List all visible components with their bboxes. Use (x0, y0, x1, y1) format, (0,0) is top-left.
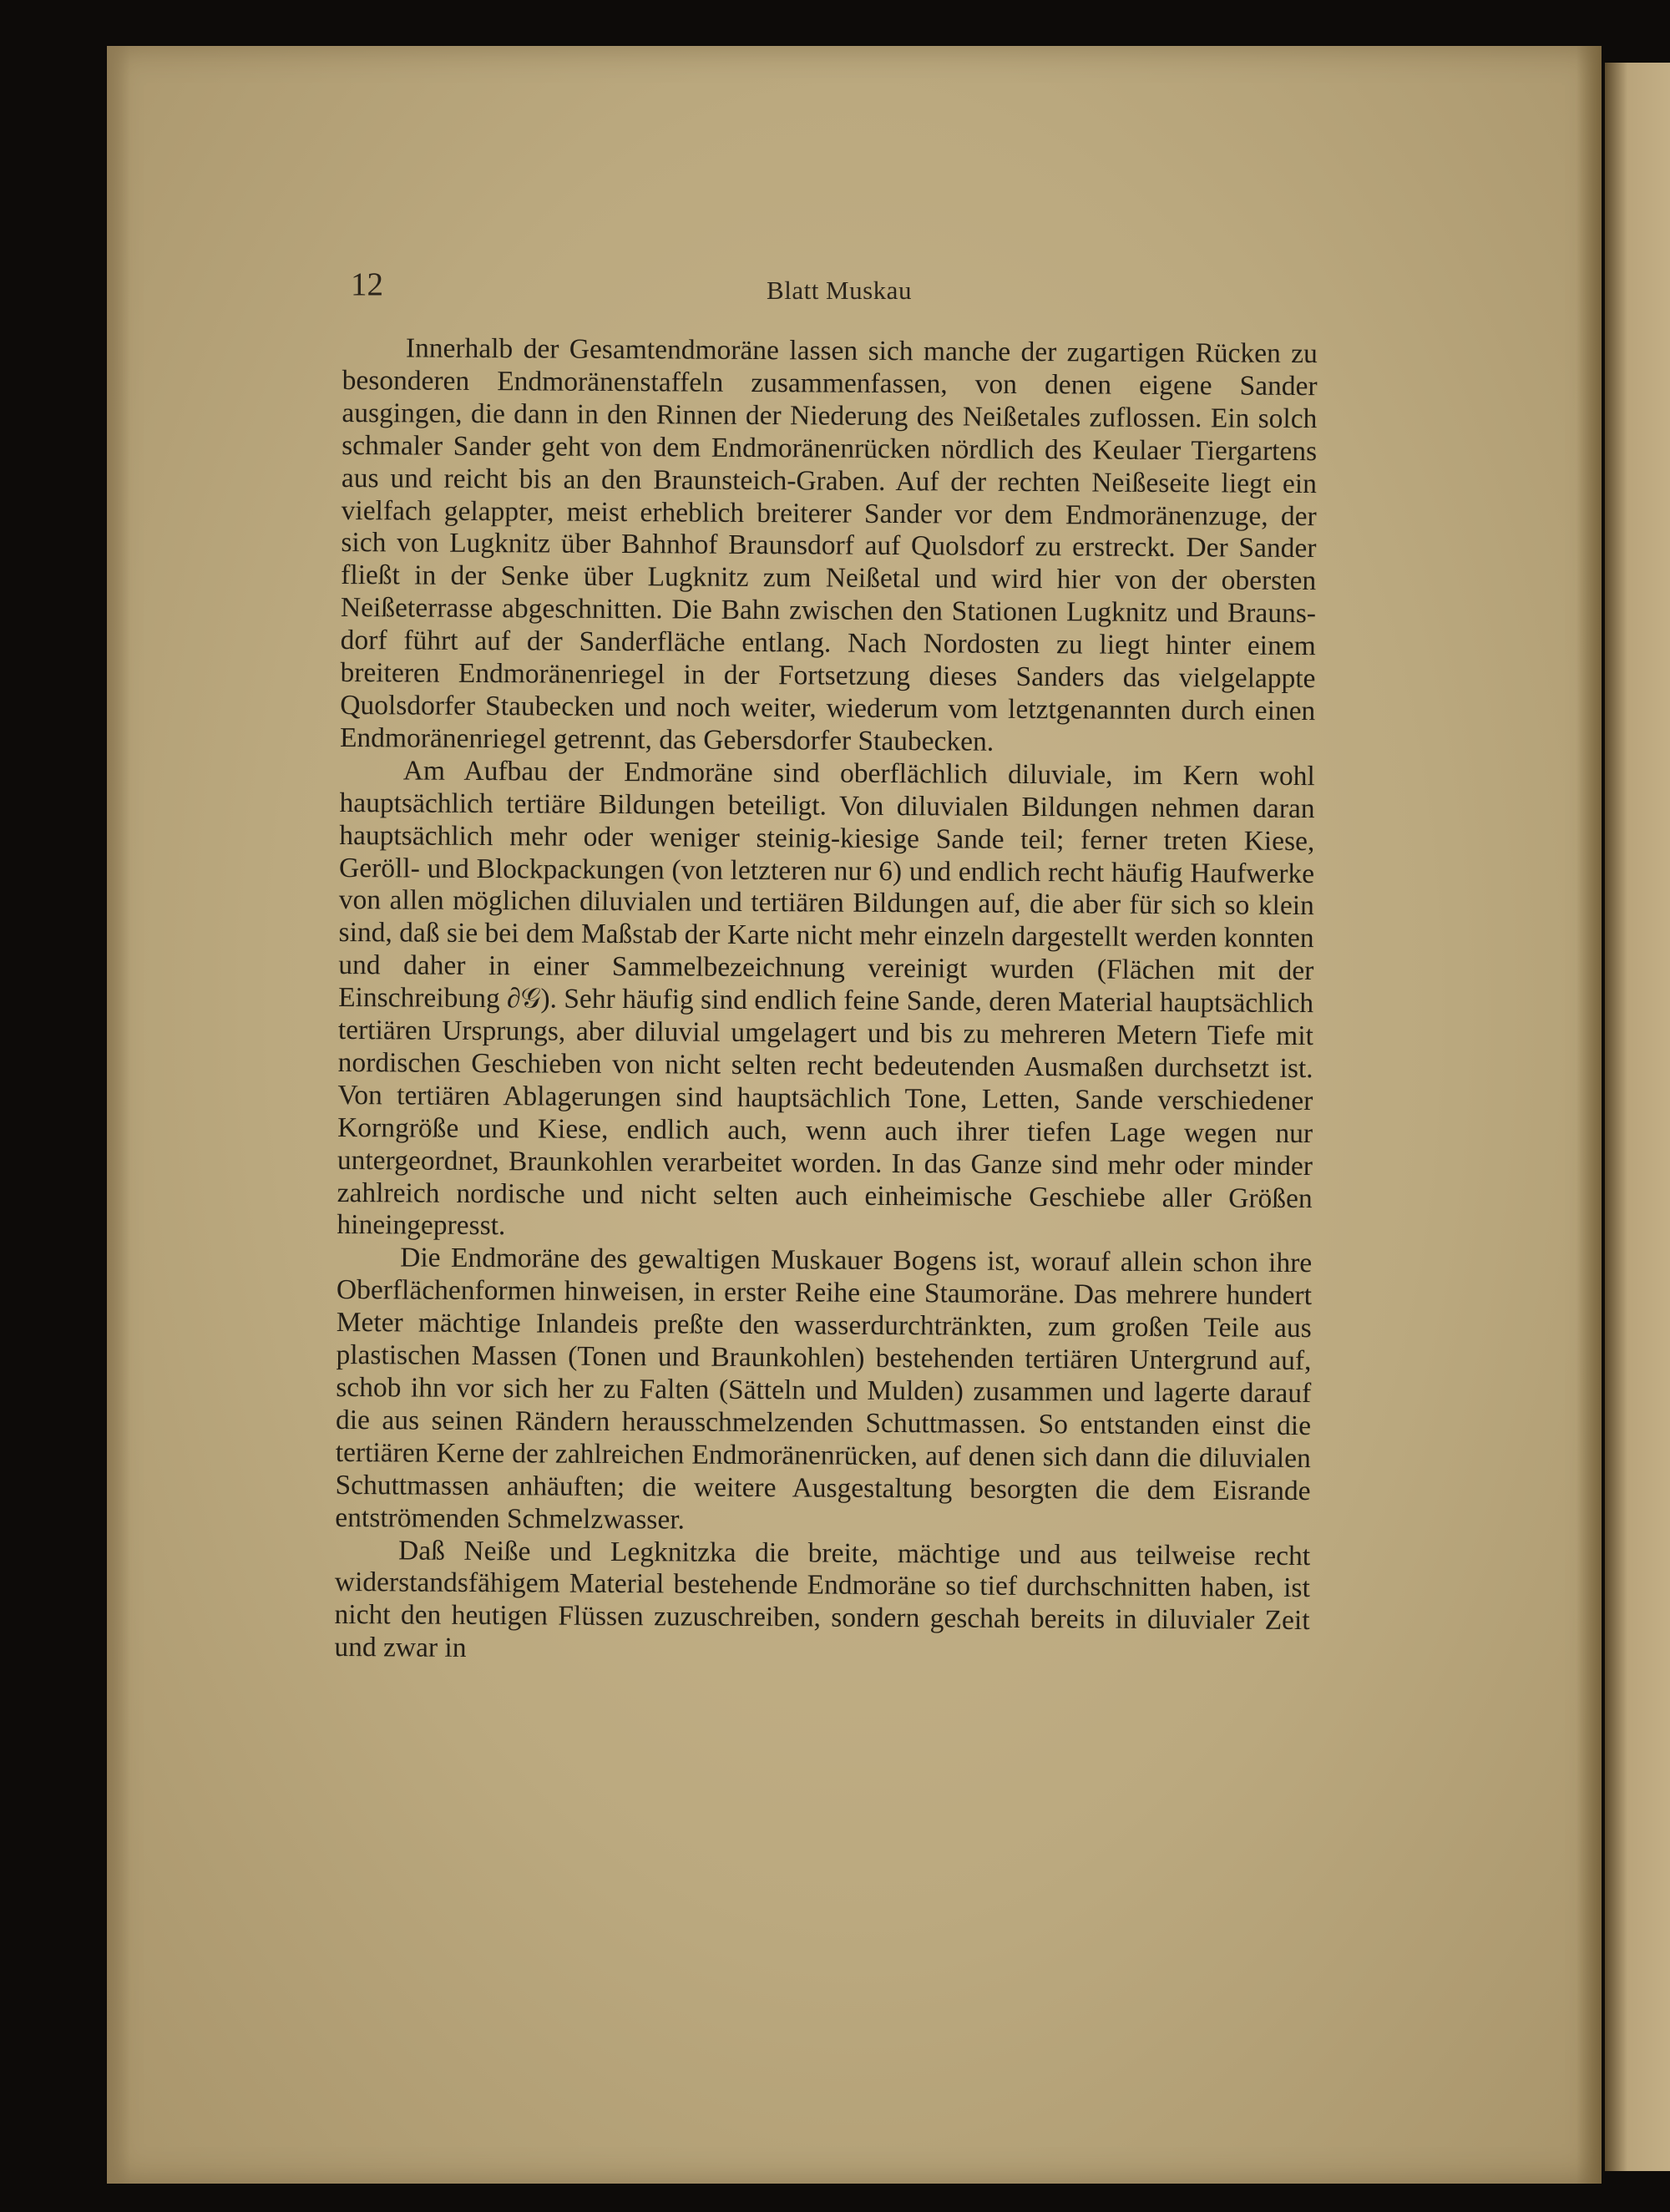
paragraph: Daß Neiße und Legknitzka die breite, mächtige und aus teilweise recht widerstandsfähigem Material bestehende Endmoräne so tief durchschnitten haben, ist nicht den heutigen Flüssen zuzuschreiben, sondern geschah bereits in diluvialer Zeit und zwar in (334, 1534, 1311, 1664)
paragraph: Am Aufbau der Endmoräne sind oberflächlich diluviale, im Kern wohl hauptsächlich tertiäre Bildungen beteiligt. Von diluvialen Bildungen nehmen daran hauptsächlich mehr oder weniger steinig-kiesige Sande teil; ferner treten Kiese, Geröll- und Blockpackungen (von letzteren nur 6) und endlich recht häufig Haufwerke von allen möglichen diluvialen und tertiären Bildungen auf, die aber für sich so klein sind, daß sie bei dem Maßstab der Karte nicht mehr einzeln dargestellt werden konnten und daher in einer Sammelbezeichnung vereinigt wurden (Flächen mit der Einschreibung ∂𝒢). Sehr häufig sind endlich feine Sande, deren Material hauptsächlich tertiären Ursprungs, aber diluvial umgelagert und bis zu mehreren Metern Tiefe mit nordischen Geschieben von nicht selten recht bedeutenden Ausmaßen durchsetzt ist. Von tertiären Ablagerungen sind hauptsächlich Tone, Letten, Sande verschiedener Korngröße und Kiese, endlich auch, wenn auch ihrer tiefen Lage wegen nur untergeordnet, Braunkohlen verarbeitet worden. In das Ganze sind mehr oder minder zahlreich nordische und nicht selten auch einheimische Geschiebe aller Größen hineingepresst. (337, 755, 1315, 1242)
page-gutter-shadow (107, 46, 130, 2184)
page-header (351, 266, 1328, 307)
body-text (334, 332, 1318, 1670)
page-number: 12 (351, 266, 383, 302)
running-head: Blatt Muskau (767, 276, 912, 305)
paragraph: Innerhalb der Gesamtendmoräne lassen sich manche der zugartigen Rücken zu besonderen Endmoränenstaffeln zusammenfassen, von denen eigene Sander ausgingen, die dann in den Rinnen der Niederung des Neißetales zuflossen. Ein solch schmaler Sander geht von dem Endmoränenrücken nördlich des Keulaer Tiergartens aus und reicht bis an den Braunsteich-Graben. Auf der rechten Neißeseite liegt ein vielfach gelappter, meist erheblich breiterer Sander vor dem Endmoränenzuge, der sich von Lugknitz über Bahnhof Braunsdorf auf Quolsdorf zu erstreckt. Der Sander fließt in der Senke über Lugknitz zum Neißetal und wird hier von der obersten Neißeterrasse abgeschnitten. Die Bahn zwischen den Stationen Lugknitz und Braunsdorf führt auf der Sanderfläche entlang. Nach Nordosten zu liegt hinter einem breiteren Endmoränenriegel in der Fortsetzung dieses Sanders das vielgelappte Quolsdorfer Staubecken und noch weiter, wiederum vom letztgenannten durch einen Endmoränenriegel getrennt, das Gebersdorfer Staubecken. (339, 332, 1318, 757)
page-edge-shadow (1576, 46, 1602, 2184)
adjacent-page-edge (1605, 63, 1670, 2171)
paragraph: Die Endmoräne des gewaltigen Muskauer Bogens ist, worauf allein schon ihre Oberflächenformen hinweisen, in erster Reihe eine Staumoräne. Das mehrere hundert Meter mächtige Inlandeis preßte den wasserdurchtränkten, zum großen Teile aus plastischen Massen (Tonen und Braunkohlen) bestehenden tertiären Untergrund auf, schob ihn vor sich her zu Falten (Sätteln und Mulden) zusammen und lagerte darauf die aus seinen Rändern herausschmelzenden Schuttmassen. So entstanden einst die tertiären Kerne der zahlreichen Endmoränenrücken, auf denen sich dann die diluvialen Schuttmassen anhäuften; die weitere Ausgestaltung besorgten die dem Eisrande entströmenden Schmelzwasser. (335, 1242, 1313, 1536)
